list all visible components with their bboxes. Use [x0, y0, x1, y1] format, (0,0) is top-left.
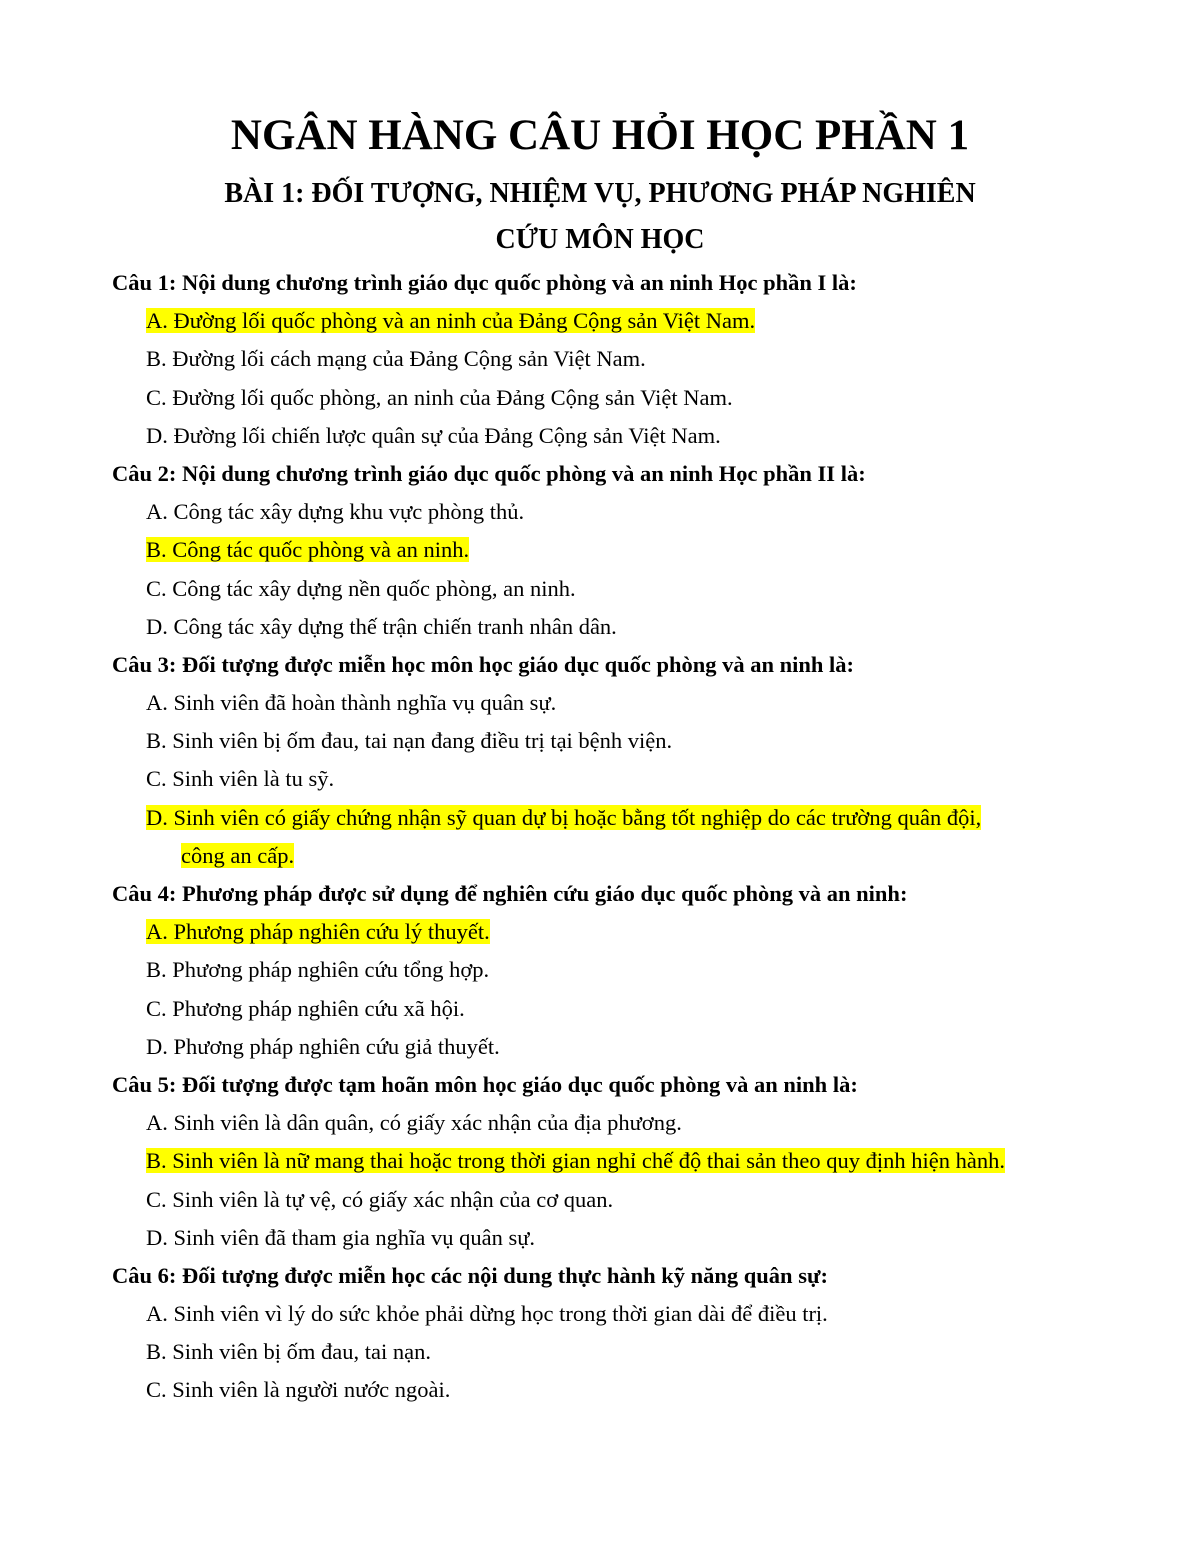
option-5b	[112, 1142, 1122, 1180]
option-4c: C. Phương pháp nghiên cứu xã hội.	[146, 995, 465, 1021]
option-6c: C. Sinh viên là người nước ngoài.	[146, 1377, 451, 1403]
question-5: Câu 5: Đối tượng được tạm hoãn môn học giáo dục quốc phòng và an ninh là:	[112, 1071, 858, 1097]
question-3: Câu 3: Đối tượng được miễn học môn học giáo dục quốc phòng và an ninh là:	[112, 651, 855, 677]
answer-highlight: A. Đường lối quốc phòng và an ninh của Đảng Cộng sản Việt Nam.	[146, 308, 756, 334]
option-3d	[112, 799, 1122, 837]
question-1: Câu 1: Nội dung chương trình giáo dục quốc phòng và an ninh Học phần I là:	[112, 270, 857, 295]
option-3d-continuation	[112, 837, 1122, 875]
option-1c: C. Đường lối quốc phòng, an ninh của Đảng Cộng sản Việt Nam.	[146, 384, 733, 410]
option-1b: B. Đường lối cách mạng của Đảng Cộng sản Việt Nam.	[146, 346, 646, 372]
answer-highlight: B. Sinh viên là nữ mang thai hoặc trong thời gian nghỉ chế độ thai sản theo quy định hiện hành.	[146, 1148, 1005, 1174]
answer-highlight: B. Công tác quốc phòng và an ninh.	[146, 537, 470, 563]
option-2a: A. Công tác xây dựng khu vực phòng thủ.	[146, 499, 525, 525]
page-title: NGÂN HÀNG CÂU HỎI HỌC PHẦN 1	[230, 112, 970, 159]
option-4a	[112, 913, 1122, 951]
question-2: Câu 2: Nội dung chương trình giáo dục quốc phòng và an ninh Học phần II là:	[112, 460, 866, 486]
lesson-title-line-2: CỨU MÔN HỌC	[495, 224, 705, 255]
option-3c: C. Sinh viên là tu sỹ.	[146, 766, 335, 792]
question-6: Câu 6: Đối tượng được miễn học các nội dung thực hành kỹ năng quân sự:	[112, 1262, 828, 1288]
option-6b: B. Sinh viên bị ốm đau, tai nạn.	[146, 1339, 431, 1365]
question-4: Câu 4: Phương pháp được sử dụng để nghiên cứu giáo dục quốc phòng và an ninh:	[112, 881, 908, 906]
option-6a: A. Sinh viên vì lý do sức khỏe phải dừng học trong thời gian dài để điều trị.	[146, 1301, 828, 1327]
option-1d: D. Đường lối chiến lược quân sự của Đảng Cộng sản Việt Nam.	[146, 422, 721, 448]
question-list	[112, 264, 1122, 1410]
option-5d: D. Sinh viên đã tham gia nghĩa vụ quân sự.	[146, 1224, 536, 1250]
option-5a: A. Sinh viên là dân quân, có giấy xác nhận của địa phương.	[146, 1110, 682, 1136]
option-4b: B. Phương pháp nghiên cứu tổng hợp.	[146, 957, 490, 983]
option-1a	[112, 302, 1122, 340]
answer-highlight: A. Phương pháp nghiên cứu lý thuyết.	[146, 919, 490, 945]
option-5c: C. Sinh viên là tự vệ, có giấy xác nhận của cơ quan.	[146, 1186, 614, 1212]
option-3a: A. Sinh viên đã hoàn thành nghĩa vụ quân sự.	[146, 690, 557, 716]
option-3b: B. Sinh viên bị ốm đau, tai nạn đang điều trị tại bệnh viện.	[146, 728, 673, 754]
answer-highlight: công an cấp.	[181, 842, 295, 868]
lesson-title-line-1: BÀI 1: ĐỐI TƯỢNG, NHIỆM VỤ, PHƯƠNG PHÁP NGHIÊN	[224, 178, 976, 209]
option-4d: D. Phương pháp nghiên cứu giả thuyết.	[146, 1033, 500, 1059]
option-2b	[112, 531, 1122, 569]
option-2c: C. Công tác xây dựng nền quốc phòng, an ninh.	[146, 575, 576, 601]
option-2d: D. Công tác xây dựng thế trận chiến tranh nhân dân.	[146, 613, 617, 639]
answer-highlight: D. Sinh viên có giấy chứng nhận sỹ quan dự bị hoặc bằng tốt nghiệp do các trường quân đội,	[146, 804, 982, 830]
